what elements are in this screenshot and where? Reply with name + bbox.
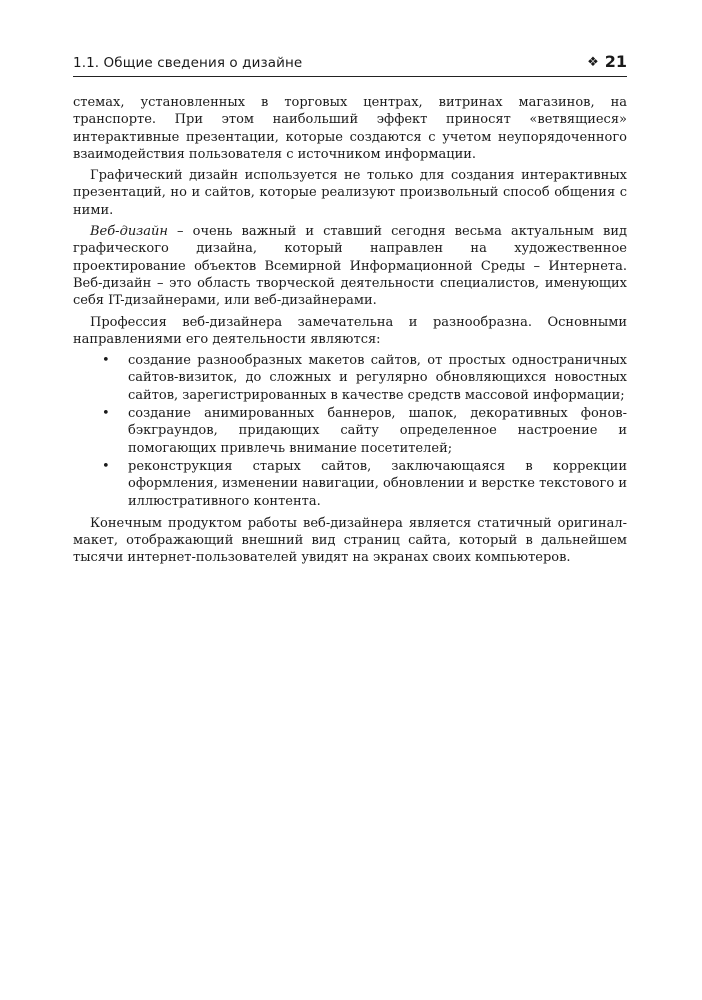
activities-list — [73, 352, 627, 510]
list-item-text: создание разнообразных макетов сайтов, от простых одностраничных сайтов-визиток, до сложных и регулярно обновляющихся новостных сайтов, зарегистрированных в качестве средств массовой информации; — [128, 353, 627, 403]
section-title: 1.1. Общие сведения о дизайне — [73, 55, 303, 71]
paragraph-profession: Профессия веб-дизайнера замечательна и разнообразна. Основными направлениями его деятельности являются: — [73, 314, 627, 347]
list-item — [73, 405, 627, 457]
paragraph-final-product: Конечным продуктом работы веб-дизайнера является статичный оригинал-макет, отображающий внешний вид страниц сайта, который в дальнейшем тысячи интернет-пользователей увидят на экранах своих компьютеров. — [73, 515, 627, 566]
paragraph-continuation: стемах, установленных в торговых центрах, витринах магазинов, на транспорте. При этом наибольший эффект приносят «ветвящиеся» интерактивные презентации, которые создаются с учетом неупорядоченного взаимодействия пользователя с источником информации. — [73, 95, 627, 162]
list-item — [73, 458, 627, 510]
page-number-block — [587, 52, 627, 71]
web-design-definition: – очень важный и ставший сегодня весьма актуальным вид графического дизайна, который направлен на художественное проектирование объектов Всемирной Информационной Среды – Интернета. Веб-дизайн – это область творческой деятельности специалистов, именующих себя IT-дизайнерами, или веб-дизайнерами. — [73, 224, 627, 309]
bullet-icon: • — [102, 458, 110, 474]
term-web-design: Веб-дизайн — [90, 224, 168, 240]
bullet-icon: • — [102, 353, 110, 369]
running-header — [73, 54, 627, 77]
list-item-text: реконструкция старых сайтов, заключающаяся в коррекции оформления, изменении навигации, обновлении и верстке текстового и иллюстративного контента. — [128, 458, 627, 509]
body-text — [73, 94, 627, 571]
bullet-icon: • — [102, 406, 110, 422]
ornament-icon: ❖ — [587, 55, 599, 70]
list-item-text: создание анимированных баннеров, шапок, декоративных фонов-бэкграундов, придающих сайту определенное настроение и помогающих привлечь внимание посетителей; — [128, 406, 627, 456]
paragraph-graphic-design: Графический дизайн используется не только для создания интерактивных презентаций, но и сайтов, которые реализуют произвольный способ общения с ними. — [73, 168, 627, 218]
page-number: 21 — [604, 52, 627, 71]
list-item — [73, 352, 627, 404]
paragraph-web-design — [73, 223, 627, 309]
